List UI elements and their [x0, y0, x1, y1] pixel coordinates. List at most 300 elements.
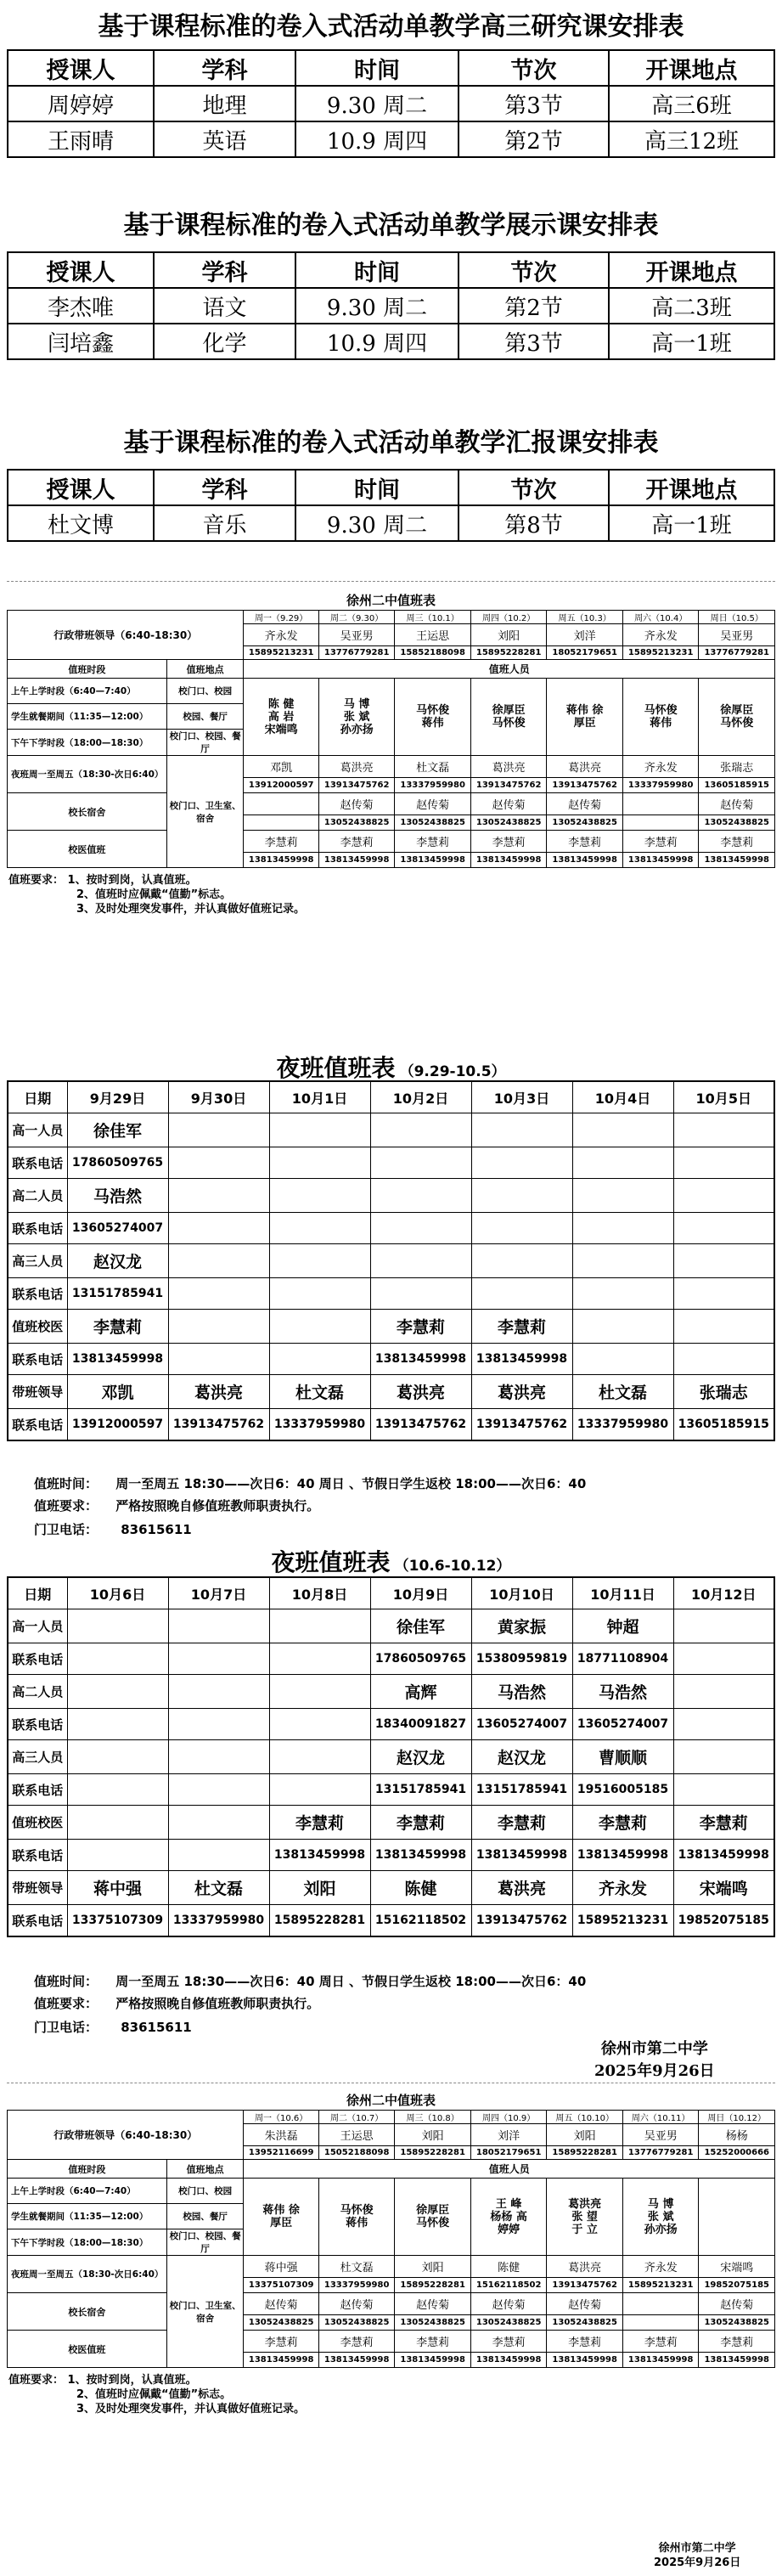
row-label: 高一人员: [8, 1609, 67, 1643]
person-name: 赵汉龙: [370, 1740, 471, 1774]
req-line: 3、及时处理突发事件，并认真做好值班记录。: [76, 2403, 306, 2415]
cell: 第2节: [459, 288, 609, 324]
header-time: 时间: [295, 470, 459, 505]
phone-number: 13605274007: [572, 1709, 673, 1740]
night-phone: 15895228281: [395, 2278, 471, 2293]
dorm-label: 校长宿舍: [8, 2293, 167, 2331]
leader-name: 王运思: [318, 2124, 395, 2146]
phone-number: [673, 1709, 774, 1740]
clinic-label: 校医值班: [8, 2331, 167, 2368]
row-label: 联系电话: [8, 1840, 67, 1871]
leader-name: 齐永发: [244, 624, 318, 646]
duty2-signature: [654, 2541, 740, 2570]
cell: 9.30 周二: [295, 86, 459, 121]
clinic-name: 李慧莉: [395, 831, 471, 853]
person-name: 曹顺顺: [572, 1740, 673, 1774]
cell: 化学: [154, 324, 295, 359]
person-name: [269, 1675, 370, 1709]
row-label: 联系电话: [8, 1409, 67, 1441]
night-name: 陈健: [470, 2256, 547, 2278]
staff-names: 蒋伟 徐厚臣: [262, 2204, 300, 2229]
cell: 高一1班: [609, 324, 774, 359]
leader-name: 朱洪磊: [244, 2124, 318, 2146]
night-name: 齐永发: [622, 756, 699, 778]
dorm-name: 赵传菊: [699, 793, 775, 815]
staff-names: 徐厚臣 马怀俊: [416, 2204, 450, 2229]
row-label: 联系电话: [8, 1905, 67, 1937]
clinic-name: 李慧莉: [470, 2331, 547, 2353]
time-label: 值班时段: [8, 2160, 167, 2179]
phone-number: [370, 1147, 471, 1179]
person-name: [572, 1179, 673, 1213]
table-row: [8, 1840, 774, 1871]
staff-cell: [244, 679, 318, 756]
header-teacher: 授课人: [8, 470, 154, 505]
leader-phone: 15052188098: [318, 2146, 395, 2160]
person-name: [471, 1113, 572, 1147]
phone-number: 13813459998: [67, 1344, 168, 1375]
clinic-phone: 13813459998: [547, 2353, 623, 2368]
staff-label: 值班人员: [244, 660, 775, 679]
person-name: 赵汉龙: [471, 1740, 572, 1774]
table-row: [8, 86, 774, 121]
person-name: [370, 1179, 471, 1213]
staff-names: 马 博 张 斌 孙亦扬: [340, 697, 374, 736]
cell: 闫培鑫: [8, 324, 154, 359]
staff-names: 葛洪亮 张 望 于 立: [568, 2197, 602, 2236]
dorm-name: 赵传菊: [318, 793, 395, 815]
row-label: 联系电话: [8, 1213, 67, 1244]
night-phone: 13913475762: [470, 778, 547, 793]
night-place: 校门口、卫生室、宿舍: [166, 2256, 244, 2368]
night-name: 张瑞志: [699, 756, 775, 778]
cell: 地理: [154, 86, 295, 121]
showcase-table: [7, 251, 775, 360]
leader-phone: 18052179651: [470, 2146, 547, 2160]
night-phone: 15162118502: [470, 2278, 547, 2293]
phone-number: [168, 1147, 269, 1179]
phone-number: 13813459998: [471, 1840, 572, 1871]
table-row: [8, 505, 774, 541]
row-label: 高二人员: [8, 1179, 67, 1213]
req-line: 2、值班时应佩戴“值勤”标志。: [76, 2388, 232, 2401]
phone-number: 13375107309: [67, 1905, 168, 1937]
date-header: 10月12日: [673, 1577, 774, 1609]
leader-phone: 15852188098: [395, 646, 471, 660]
phone-number: [67, 1840, 168, 1871]
staff-names: 徐厚臣 马怀俊: [720, 704, 754, 730]
person-name: 张瑞志: [673, 1375, 774, 1409]
leader-label: 行政带班领导（6:40-18:30）: [8, 2111, 244, 2160]
req-text: 严格按照晚自修值班教师职责执行。: [115, 1498, 320, 1513]
day-header: 周六（10.11）: [622, 2111, 699, 2124]
clinic-name: 李慧莉: [547, 831, 623, 853]
person-name: [269, 1179, 370, 1213]
date-header: 10月1日: [269, 1081, 370, 1113]
night-phone: 13913475762: [547, 778, 623, 793]
phone-number: 13913475762: [471, 1409, 572, 1441]
night-phone: 13375107309: [244, 2278, 318, 2293]
person-name: 徐佳军: [370, 1609, 471, 1643]
page-divider: [7, 2083, 775, 2084]
phone-number: [370, 1213, 471, 1244]
row-label: 高一人员: [8, 1113, 67, 1147]
phone-number: [572, 1213, 673, 1244]
leader-phone: 18052179651: [547, 646, 623, 660]
staff-names: 王 峰 杨杨 高婷婷: [490, 2197, 527, 2236]
cell: 英语: [154, 121, 295, 157]
req-label: 值班要求：: [34, 1996, 98, 2011]
phone-number: [673, 1774, 774, 1806]
night-phone: 13912000597: [244, 778, 318, 793]
header-subject: 学科: [154, 470, 295, 505]
clinic-name: 李慧莉: [622, 2331, 699, 2353]
table-row: [8, 1609, 774, 1643]
clinic-phone: 13813459998: [318, 2353, 395, 2368]
req-line: 值班要求： 1、按时到岗，认真值班。: [8, 2374, 197, 2387]
phone-number: [67, 1709, 168, 1740]
day-header: 周五（10.10）: [547, 2111, 623, 2124]
dorm-phone: 13052438825: [699, 815, 775, 831]
dorm-phone: 13052438825: [244, 2315, 318, 2331]
sign-school: 徐州市第二中学: [600, 2040, 708, 2058]
time-label: 值班时间：: [34, 1974, 98, 1989]
header-period: 节次: [459, 50, 609, 86]
staff-names: 马怀俊 蒋伟: [340, 2204, 374, 2229]
table-row: [8, 1643, 774, 1675]
cell: 高三6班: [609, 86, 774, 121]
day-header: 周二（9.30）: [318, 611, 395, 624]
time-label: 值班时段: [8, 660, 167, 679]
phone-number: 13813459998: [370, 1840, 471, 1871]
phone-number: 13813459998: [572, 1840, 673, 1871]
duty-grid: [7, 610, 775, 868]
day-header: 周六（10.4）: [622, 611, 699, 624]
date-label: 日期: [8, 1081, 67, 1113]
phone-number: 13913475762: [168, 1409, 269, 1441]
person-name: 李慧莉: [572, 1806, 673, 1840]
staff-cell: [547, 679, 623, 756]
table-row: [8, 1806, 774, 1840]
night-phone: 13337959980: [622, 778, 699, 793]
header-time: 时间: [295, 50, 459, 86]
night-grid: [7, 1080, 775, 1441]
slot-label: 学生就餐期间（11:35—12:00）: [8, 2204, 167, 2229]
day-header: 周日（10.5）: [699, 611, 775, 624]
dorm-phone: 13052438825: [395, 2315, 471, 2331]
dorm-name: [622, 793, 699, 815]
person-name: [370, 1244, 471, 1278]
staff-cell: [244, 2179, 318, 2256]
leader-phone: 15895228281: [547, 2146, 623, 2160]
dorm-name: 赵传菊: [470, 2293, 547, 2315]
clinic-name: 李慧莉: [699, 2331, 775, 2353]
clinic-name: 李慧莉: [244, 2331, 318, 2353]
duty-table-2: [7, 2086, 775, 2416]
clinic-name: 李慧莉: [318, 2331, 395, 2353]
research-table: [7, 49, 775, 158]
phone-number: 15380959819: [471, 1643, 572, 1675]
dorm-name: 赵传菊: [470, 793, 547, 815]
night1-subtitle: （9.29-10.5）: [399, 1063, 506, 1080]
person-name: 邓凯: [67, 1375, 168, 1409]
req-line: 值班要求： 1、按时到岗，认真值班。: [8, 874, 197, 887]
research-title: 基于课程标准的卷入式活动单教学高三研究课安排表: [98, 12, 684, 42]
night-phone: 13605185915: [699, 778, 775, 793]
date-header: 10月3日: [471, 1081, 572, 1113]
phone-number: 13605185915: [673, 1409, 774, 1441]
header-teacher: 授课人: [8, 50, 154, 86]
person-name: [269, 1740, 370, 1774]
person-name: 马浩然: [572, 1675, 673, 1709]
table-row: [8, 1905, 774, 1937]
row-label: 带班领导: [8, 1871, 67, 1905]
cell: 高三12班: [609, 121, 774, 157]
phone-number: 13913475762: [370, 1409, 471, 1441]
date-header: 10月2日: [370, 1081, 471, 1113]
phone-number: [572, 1344, 673, 1375]
leader-name: 刘阳: [395, 2124, 471, 2146]
person-name: [67, 1806, 168, 1840]
leader-name: 刘洋: [547, 624, 623, 646]
dorm-name: 赵传菊: [547, 793, 623, 815]
staff-cell: [547, 2179, 623, 2256]
phone-number: [673, 1147, 774, 1179]
row-label: 值班校医: [8, 1806, 67, 1840]
clinic-phone: 13813459998: [699, 853, 775, 868]
person-name: [673, 1310, 774, 1344]
clinic-name: 李慧莉: [699, 831, 775, 853]
leader-name: 吴亚男: [622, 2124, 699, 2146]
clinic-phone: 13813459998: [244, 853, 318, 868]
phone-number: [572, 1147, 673, 1179]
day-header: 周日（10.12）: [699, 2111, 775, 2124]
person-name: 李慧莉: [370, 1806, 471, 1840]
person-name: 杜文磊: [572, 1375, 673, 1409]
table-row: [8, 1871, 774, 1905]
clinic-phone: 13813459998: [622, 2353, 699, 2368]
table-row: [8, 1409, 774, 1441]
dorm-phone: 13052438825: [470, 2315, 547, 2331]
person-name: 杜文磊: [168, 1871, 269, 1905]
staff-names: 蒋伟 徐厚臣: [565, 704, 604, 730]
person-name: [471, 1179, 572, 1213]
night-place: 校门口、卫生室、宿舍: [166, 756, 244, 868]
night-name: 宋端鸣: [699, 2256, 775, 2278]
dorm-phone: 13052438825: [318, 2315, 395, 2331]
phone-number: 83615611: [121, 2020, 192, 2035]
clinic-phone: 13813459998: [470, 2353, 547, 2368]
report-title: 基于课程标准的卷入式活动单教学汇报课安排表: [123, 428, 659, 458]
night-label: 夜班周一至周五（18:30-次日6:40）: [8, 756, 167, 793]
dorm-name: [622, 2293, 699, 2315]
row-label: 联系电话: [8, 1774, 67, 1806]
date-header: 9月30日: [168, 1081, 269, 1113]
dorm-phone: 13052438825: [699, 2315, 775, 2331]
phone-number: 13151785941: [67, 1278, 168, 1310]
leader-name: 吴亚男: [699, 624, 775, 646]
header-teacher: 授课人: [8, 252, 154, 288]
person-name: 李慧莉: [673, 1806, 774, 1840]
slot-label: 下午下学时段（18:00—18:30）: [8, 730, 167, 756]
slot-label: 下午下学时段（18:00—18:30）: [8, 2229, 167, 2256]
req-label: 值班要求：: [34, 1498, 98, 1513]
place-label: 值班地点: [166, 660, 244, 679]
cell: 王雨晴: [8, 121, 154, 157]
night1-heading: [0, 1050, 782, 1084]
staff-label: 值班人员: [244, 2160, 775, 2179]
dorm-phone: [244, 815, 318, 831]
leader-name: 刘洋: [470, 2124, 547, 2146]
person-name: [572, 1113, 673, 1147]
phone-number: 83615611: [121, 1522, 192, 1537]
night1-phone-row: [34, 1520, 192, 1538]
night-phone: 19852075185: [699, 2278, 775, 2293]
day-header: 周五（10.3）: [547, 611, 623, 624]
phone-label: 门卫电话：: [34, 2020, 98, 2035]
dorm-name: 赵传菊: [244, 2293, 318, 2315]
dorm-phone: [622, 2315, 699, 2331]
phone-number: [168, 1213, 269, 1244]
table-row: [8, 1278, 774, 1310]
duty-table-1: [7, 586, 775, 916]
leader-name: 齐永发: [622, 624, 699, 646]
cell: 音乐: [154, 505, 295, 541]
clinic-name: 李慧莉: [395, 2331, 471, 2353]
slot-place: 校门口、校园: [166, 679, 244, 704]
cell: 第3节: [459, 86, 609, 121]
dorm-phone: 13052438825: [547, 2315, 623, 2331]
duty-title: 徐州二中值班表: [346, 2093, 436, 2108]
staff-cell: [318, 2179, 395, 2256]
row-label: 联系电话: [8, 1709, 67, 1740]
table-row: [8, 1179, 774, 1213]
table-row: [8, 121, 774, 157]
person-name: 马浩然: [67, 1179, 168, 1213]
time-text: 周一至周五 18:30——次日6：40 周日 、节假日学生返校 18:00——次日6：40: [115, 1974, 587, 1989]
person-name: 李慧莉: [269, 1806, 370, 1840]
clinic-phone: 13813459998: [699, 2353, 775, 2368]
row-label: 联系电话: [8, 1147, 67, 1179]
staff-names: 马 博 张 斌 孙亦扬: [644, 2197, 678, 2236]
duty-requirements: [7, 2373, 775, 2416]
staff-cell: [622, 2179, 699, 2256]
night-name: 邓凯: [244, 756, 318, 778]
dorm-phone: 13052438825: [547, 815, 623, 831]
person-name: [67, 1609, 168, 1643]
staff-cell: [470, 679, 547, 756]
phone-number: 15162118502: [370, 1905, 471, 1937]
slot-label: 上午上学时段（6:40—7:40）: [8, 2179, 167, 2204]
req-text: 严格按照晚自修值班教师职责执行。: [115, 1996, 320, 2011]
staff-names: 马怀俊 蒋伟: [416, 704, 450, 730]
phone-number: [67, 1643, 168, 1675]
cell: 高二3班: [609, 288, 774, 324]
row-label: 高二人员: [8, 1675, 67, 1709]
night-name: 葛洪亮: [547, 2256, 623, 2278]
phone-number: [168, 1774, 269, 1806]
date-header: 10月8日: [269, 1577, 370, 1609]
person-name: 李慧莉: [67, 1310, 168, 1344]
night2-subtitle: （10.6-10.12）: [394, 1558, 511, 1575]
leader-name: 吴亚男: [318, 624, 395, 646]
date-label: 日期: [8, 1577, 67, 1609]
phone-number: 15895228281: [269, 1905, 370, 1937]
night-name: 刘阳: [395, 2256, 471, 2278]
clinic-phone: 13813459998: [395, 853, 471, 868]
slot-place: 校园、餐厅: [166, 2204, 244, 2229]
phone-number: [269, 1147, 370, 1179]
slot-label: 学生就餐期间（11:35—12:00）: [8, 704, 167, 730]
person-name: [168, 1609, 269, 1643]
table-row: [8, 1675, 774, 1709]
row-label: 联系电话: [8, 1278, 67, 1310]
leader-phone: 13776779281: [318, 646, 395, 660]
phone-number: [471, 1213, 572, 1244]
clinic-phone: 13813459998: [318, 853, 395, 868]
leader-name: 刘阳: [547, 2124, 623, 2146]
clinic-phone: 13813459998: [470, 853, 547, 868]
dorm-name: [244, 793, 318, 815]
leader-name: 刘阳: [470, 624, 547, 646]
person-name: [673, 1675, 774, 1709]
sign-date: 2025年9月26日: [594, 2062, 715, 2080]
staff-cell: [318, 679, 395, 756]
leader-phone: 15895228281: [395, 2146, 471, 2160]
phone-number: 17860509765: [67, 1147, 168, 1179]
person-name: [269, 1113, 370, 1147]
person-name: 杜文磊: [269, 1375, 370, 1409]
date-header: 10月4日: [572, 1081, 673, 1113]
night-name: 杜文磊: [318, 2256, 395, 2278]
person-name: 钟超: [572, 1609, 673, 1643]
phone-number: [168, 1840, 269, 1871]
leader-name: 王运思: [395, 624, 471, 646]
staff-cell: [395, 2179, 471, 2256]
report-table: [7, 469, 775, 542]
person-name: 宋端鸣: [673, 1871, 774, 1905]
phone-number: [168, 1709, 269, 1740]
table-row: [8, 288, 774, 324]
night-name: 葛洪亮: [470, 756, 547, 778]
person-name: [269, 1609, 370, 1643]
person-name: [471, 1244, 572, 1278]
day-header: 周四（10.2）: [470, 611, 547, 624]
table-row: [8, 1375, 774, 1409]
header-subject: 学科: [154, 50, 295, 86]
night-phone: 15895213231: [622, 2278, 699, 2293]
phone-number: [673, 1344, 774, 1375]
person-name: [168, 1675, 269, 1709]
dorm-name: 赵传菊: [547, 2293, 623, 2315]
time-text: 周一至周五 18:30——次日6：40 周日 、节假日学生返校 18:00——次日6：40: [115, 1476, 587, 1491]
cell: 10.9 周四: [295, 121, 459, 157]
person-name: 蒋中强: [67, 1871, 168, 1905]
phone-number: 13337959980: [168, 1905, 269, 1937]
phone-number: 13605274007: [471, 1709, 572, 1740]
dorm-name: 赵传菊: [699, 2293, 775, 2315]
person-name: [168, 1310, 269, 1344]
day-header: 周二（10.7）: [318, 2111, 395, 2124]
phone-number: [269, 1643, 370, 1675]
cell: 第8节: [459, 505, 609, 541]
person-name: 葛洪亮: [370, 1375, 471, 1409]
phone-number: [673, 1213, 774, 1244]
person-name: [673, 1179, 774, 1213]
phone-number: 18340091827: [370, 1709, 471, 1740]
table-row: [8, 1740, 774, 1774]
table-row: [8, 1310, 774, 1344]
